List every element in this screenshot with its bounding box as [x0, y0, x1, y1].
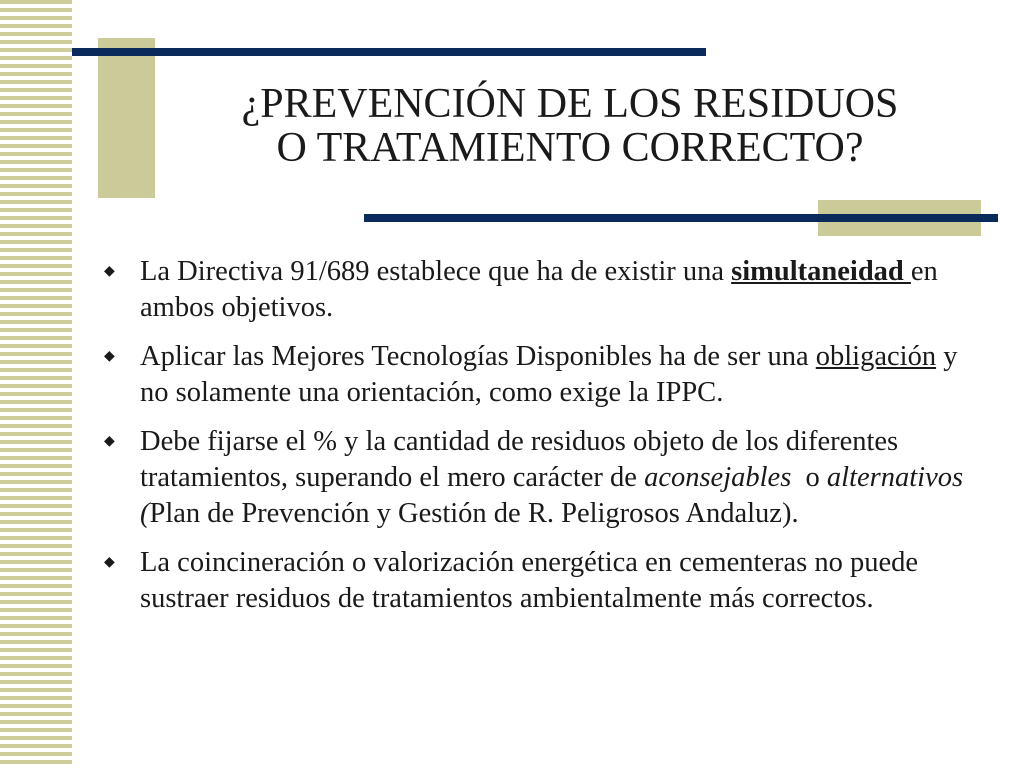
slide-title-line-1: ¿PREVENCIÓN DE LOS RESIDUOS [241, 81, 899, 127]
decorative-block-top [98, 38, 155, 198]
bullet-list [104, 254, 984, 630]
bullet-text [140, 254, 984, 326]
bullet-text-part: La Directiva 91/689 establece que ha de existir una [140, 256, 732, 287]
bullet-item [104, 339, 984, 411]
bullet-text-part: en ambos objetivos. [140, 256, 938, 323]
bullet-emphasis: obligación [815, 341, 937, 372]
bullet-item [104, 545, 984, 617]
bullet-text-part: y no solamente una orientación, como exige la IPPC. [140, 341, 958, 408]
bullet-item [104, 424, 984, 532]
bullet-text-part: Aplicar las Mejores Tecnologías Disponibles ha de ser una [140, 341, 816, 372]
slide-title [160, 82, 980, 170]
slide-title-line-2: O TRATAMIENTO CORRECTO? [276, 125, 864, 171]
diamond-bullet-icon: ◆ [104, 434, 115, 449]
bullet-emphasis: simultaneidad [731, 256, 911, 287]
diamond-bullet-icon: ◆ [104, 264, 115, 279]
bullet-text [140, 424, 984, 532]
diamond-bullet-icon: ◆ [104, 349, 115, 364]
bullet-text-part: o [791, 462, 827, 493]
decorative-line-bottom [364, 214, 998, 222]
bullet-text [140, 339, 984, 411]
left-striped-border [0, 0, 72, 768]
bullet-text: La coincineración o valorización energética en cementeras no puede sustraer residuos de tratamientos ambientalmente más correctos. [140, 547, 919, 614]
bullet-text-part: Debe fijarse el % y la cantidad de residuos objeto de los diferentes tratamientos, superando el mero carácter de [140, 426, 899, 493]
bullet-text-part: Plan de Prevención y Gestión de R. Peligrosos Andaluz). [149, 498, 799, 529]
bullet-item [104, 254, 984, 326]
bullet-italic: alternativos ( [140, 462, 964, 529]
bullet-italic: aconsejables [644, 462, 792, 493]
diamond-bullet-icon: ◆ [104, 555, 115, 570]
decorative-line-top [72, 48, 706, 56]
